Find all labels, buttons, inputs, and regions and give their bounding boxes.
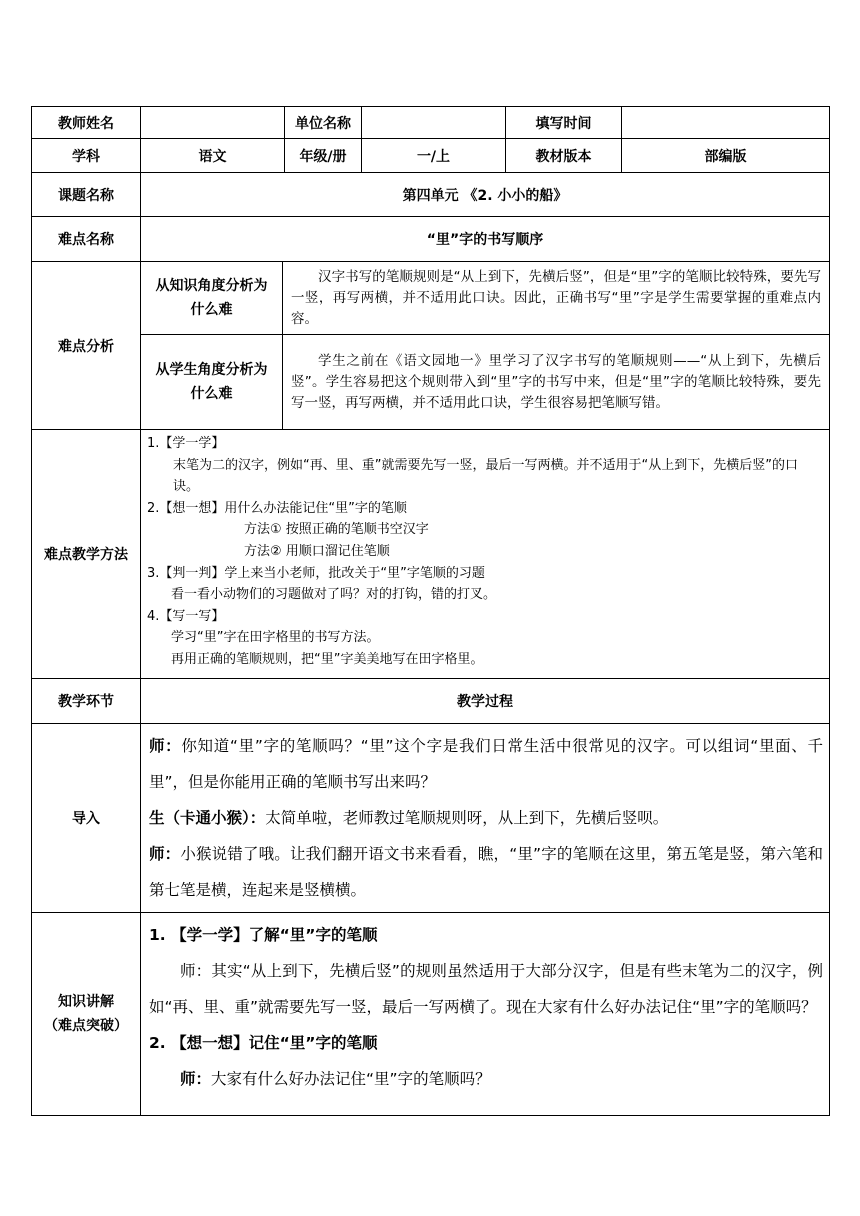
process-title: 教学过程 bbox=[141, 679, 830, 724]
knowledge-speaker-2: 师： bbox=[180, 1070, 212, 1088]
method-line-8: 4.【写一写】 bbox=[147, 608, 225, 624]
fill-time-value bbox=[622, 107, 830, 139]
knowledge-heading-2: 2. 【想一想】记住“里”字的笔顺 bbox=[149, 1034, 378, 1052]
teacher-name-value bbox=[141, 107, 285, 139]
knowledge-content bbox=[141, 913, 830, 1116]
method-line-5: 方法② 用顺口溜记住笔顺 bbox=[244, 543, 390, 559]
knowledge-label-line-2: （难点突破） bbox=[44, 1018, 128, 1034]
knowledge-label bbox=[32, 913, 141, 1116]
intro-content bbox=[141, 724, 830, 913]
intro-para-3 bbox=[149, 836, 823, 908]
knowledge-text-2: 大家有什么好办法记住“里”字的笔顺吗？ bbox=[211, 1070, 491, 1088]
knowledge-label-line-1: 知识讲解 bbox=[58, 994, 114, 1010]
method-line-10: 再用正确的笔顺规则，把“里”字美美地写在田字格里。 bbox=[171, 651, 484, 667]
row-difficulty bbox=[32, 217, 830, 262]
row-lesson bbox=[32, 173, 830, 217]
edition-value: 部编版 bbox=[622, 139, 830, 173]
method-line-7: 看一看小动物们的习题做对了吗？对的打钩，错的打叉。 bbox=[171, 587, 497, 603]
knowledge-angle-label: 从知识角度分析为什么难 bbox=[141, 262, 283, 335]
method-line-3: 2.【想一想】用什么办法能记住“里”字的笔顺 bbox=[147, 500, 407, 516]
row-process-header bbox=[32, 679, 830, 724]
methods-label: 难点教学方法 bbox=[32, 430, 141, 679]
lesson-title: 第四单元 《2. 小小的船》 bbox=[141, 173, 830, 217]
difficulty-label: 难点名称 bbox=[32, 217, 141, 262]
grade-value: 一/上 bbox=[362, 139, 506, 173]
intro-text-1: 你知道“里”字的笔顺吗？“里”这个字是我们日常生活中很常见的汉字。可以组词“里面、千里”，但是你能用正确的笔顺书写出来吗？ bbox=[149, 737, 823, 791]
subject-label: 学科 bbox=[32, 139, 141, 173]
fill-time-label: 填写时间 bbox=[506, 107, 622, 139]
methods-content bbox=[141, 430, 830, 679]
intro-speaker-3: 师： bbox=[149, 845, 181, 863]
intro-para-2 bbox=[149, 800, 823, 836]
method-line-2: 末笔为二的汉字，例如“再、里、重”就需要先写一竖，最后一写两横。并不适用于“从上到下，先横后竖”的口诀。 bbox=[173, 457, 798, 495]
knowledge-text-1: 师：其实“从上到下，先横后竖”的规则虽然适用于大部分汉字，但是有些末笔为二的汉字，例如“再、里、重”就需要先写一竖，最后一写两横了。现在大家有什么好办法记住“里”字的笔顺吗？ bbox=[149, 962, 823, 1016]
analysis-label: 难点分析 bbox=[32, 262, 141, 430]
teacher-name-label: 教师姓名 bbox=[32, 107, 141, 139]
row-analysis-student bbox=[32, 335, 830, 430]
difficulty-title: “里”字的书写顺序 bbox=[141, 217, 830, 262]
unit-name-value bbox=[362, 107, 506, 139]
row-info bbox=[32, 139, 830, 173]
row-intro bbox=[32, 724, 830, 913]
intro-para-1 bbox=[149, 728, 823, 800]
process-stage-label: 教学环节 bbox=[32, 679, 141, 724]
method-line-6: 3.【判一判】学上来当小老师，批改关于“里”字笔顺的习题 bbox=[147, 565, 485, 581]
method-line-4: 方法① 按照正确的笔顺书空汉字 bbox=[244, 522, 429, 538]
knowledge-angle-text: 汉字书写的笔顺规则是“从上到下，先横后竖”，但是“里”字的笔顺比较特殊，要先写一竖，再写两横，并不适用此口诀。因此，正确书写“里”字是学生需要掌握的重难点内容。 bbox=[283, 262, 830, 335]
subject-value: 语文 bbox=[141, 139, 285, 173]
intro-speaker-2: 生（卡通小猴）： bbox=[149, 809, 266, 827]
row-header bbox=[32, 107, 830, 139]
intro-text-3: 小猴说错了哦。让我们翻开语文书来看看，瞧，“里”字的笔顺在这里，第五笔是竖，第六笔和第七笔是横，连起来是竖横横。 bbox=[149, 845, 823, 899]
student-angle-text: 学生之前在《语文园地一》里学习了汉字书写的笔顺规则——“从上到下，先横后竖”。学生容易把这个规则带入到“里”字的书写中来，但是“里”字的笔顺比较特殊，要先写一竖，再写两横，并不适用此口诀，学生很容易把笔顺写错。 bbox=[283, 335, 830, 430]
knowledge-heading-1: 1. 【学一学】了解“里”字的笔顺 bbox=[149, 926, 378, 944]
method-line-1: 1.【学一学】 bbox=[147, 436, 225, 451]
intro-label: 导入 bbox=[32, 724, 141, 913]
grade-label: 年级/册 bbox=[285, 139, 362, 173]
edition-label: 教材版本 bbox=[506, 139, 622, 173]
intro-speaker-1: 师： bbox=[149, 737, 182, 755]
student-angle-label: 从学生角度分析为什么难 bbox=[141, 335, 283, 430]
row-knowledge bbox=[32, 913, 830, 1116]
lesson-plan-table bbox=[31, 106, 830, 1116]
lesson-label: 课题名称 bbox=[32, 173, 141, 217]
row-analysis-knowledge bbox=[32, 262, 830, 335]
row-methods bbox=[32, 430, 830, 679]
unit-name-label: 单位名称 bbox=[285, 107, 362, 139]
method-line-9: 学习“里”字在田字格里的书写方法。 bbox=[171, 630, 380, 646]
intro-text-2: 太简单啦，老师教过笔顺规则呀，从上到下，先横后竖呗。 bbox=[265, 809, 669, 827]
knowledge-para-2 bbox=[149, 1061, 823, 1097]
